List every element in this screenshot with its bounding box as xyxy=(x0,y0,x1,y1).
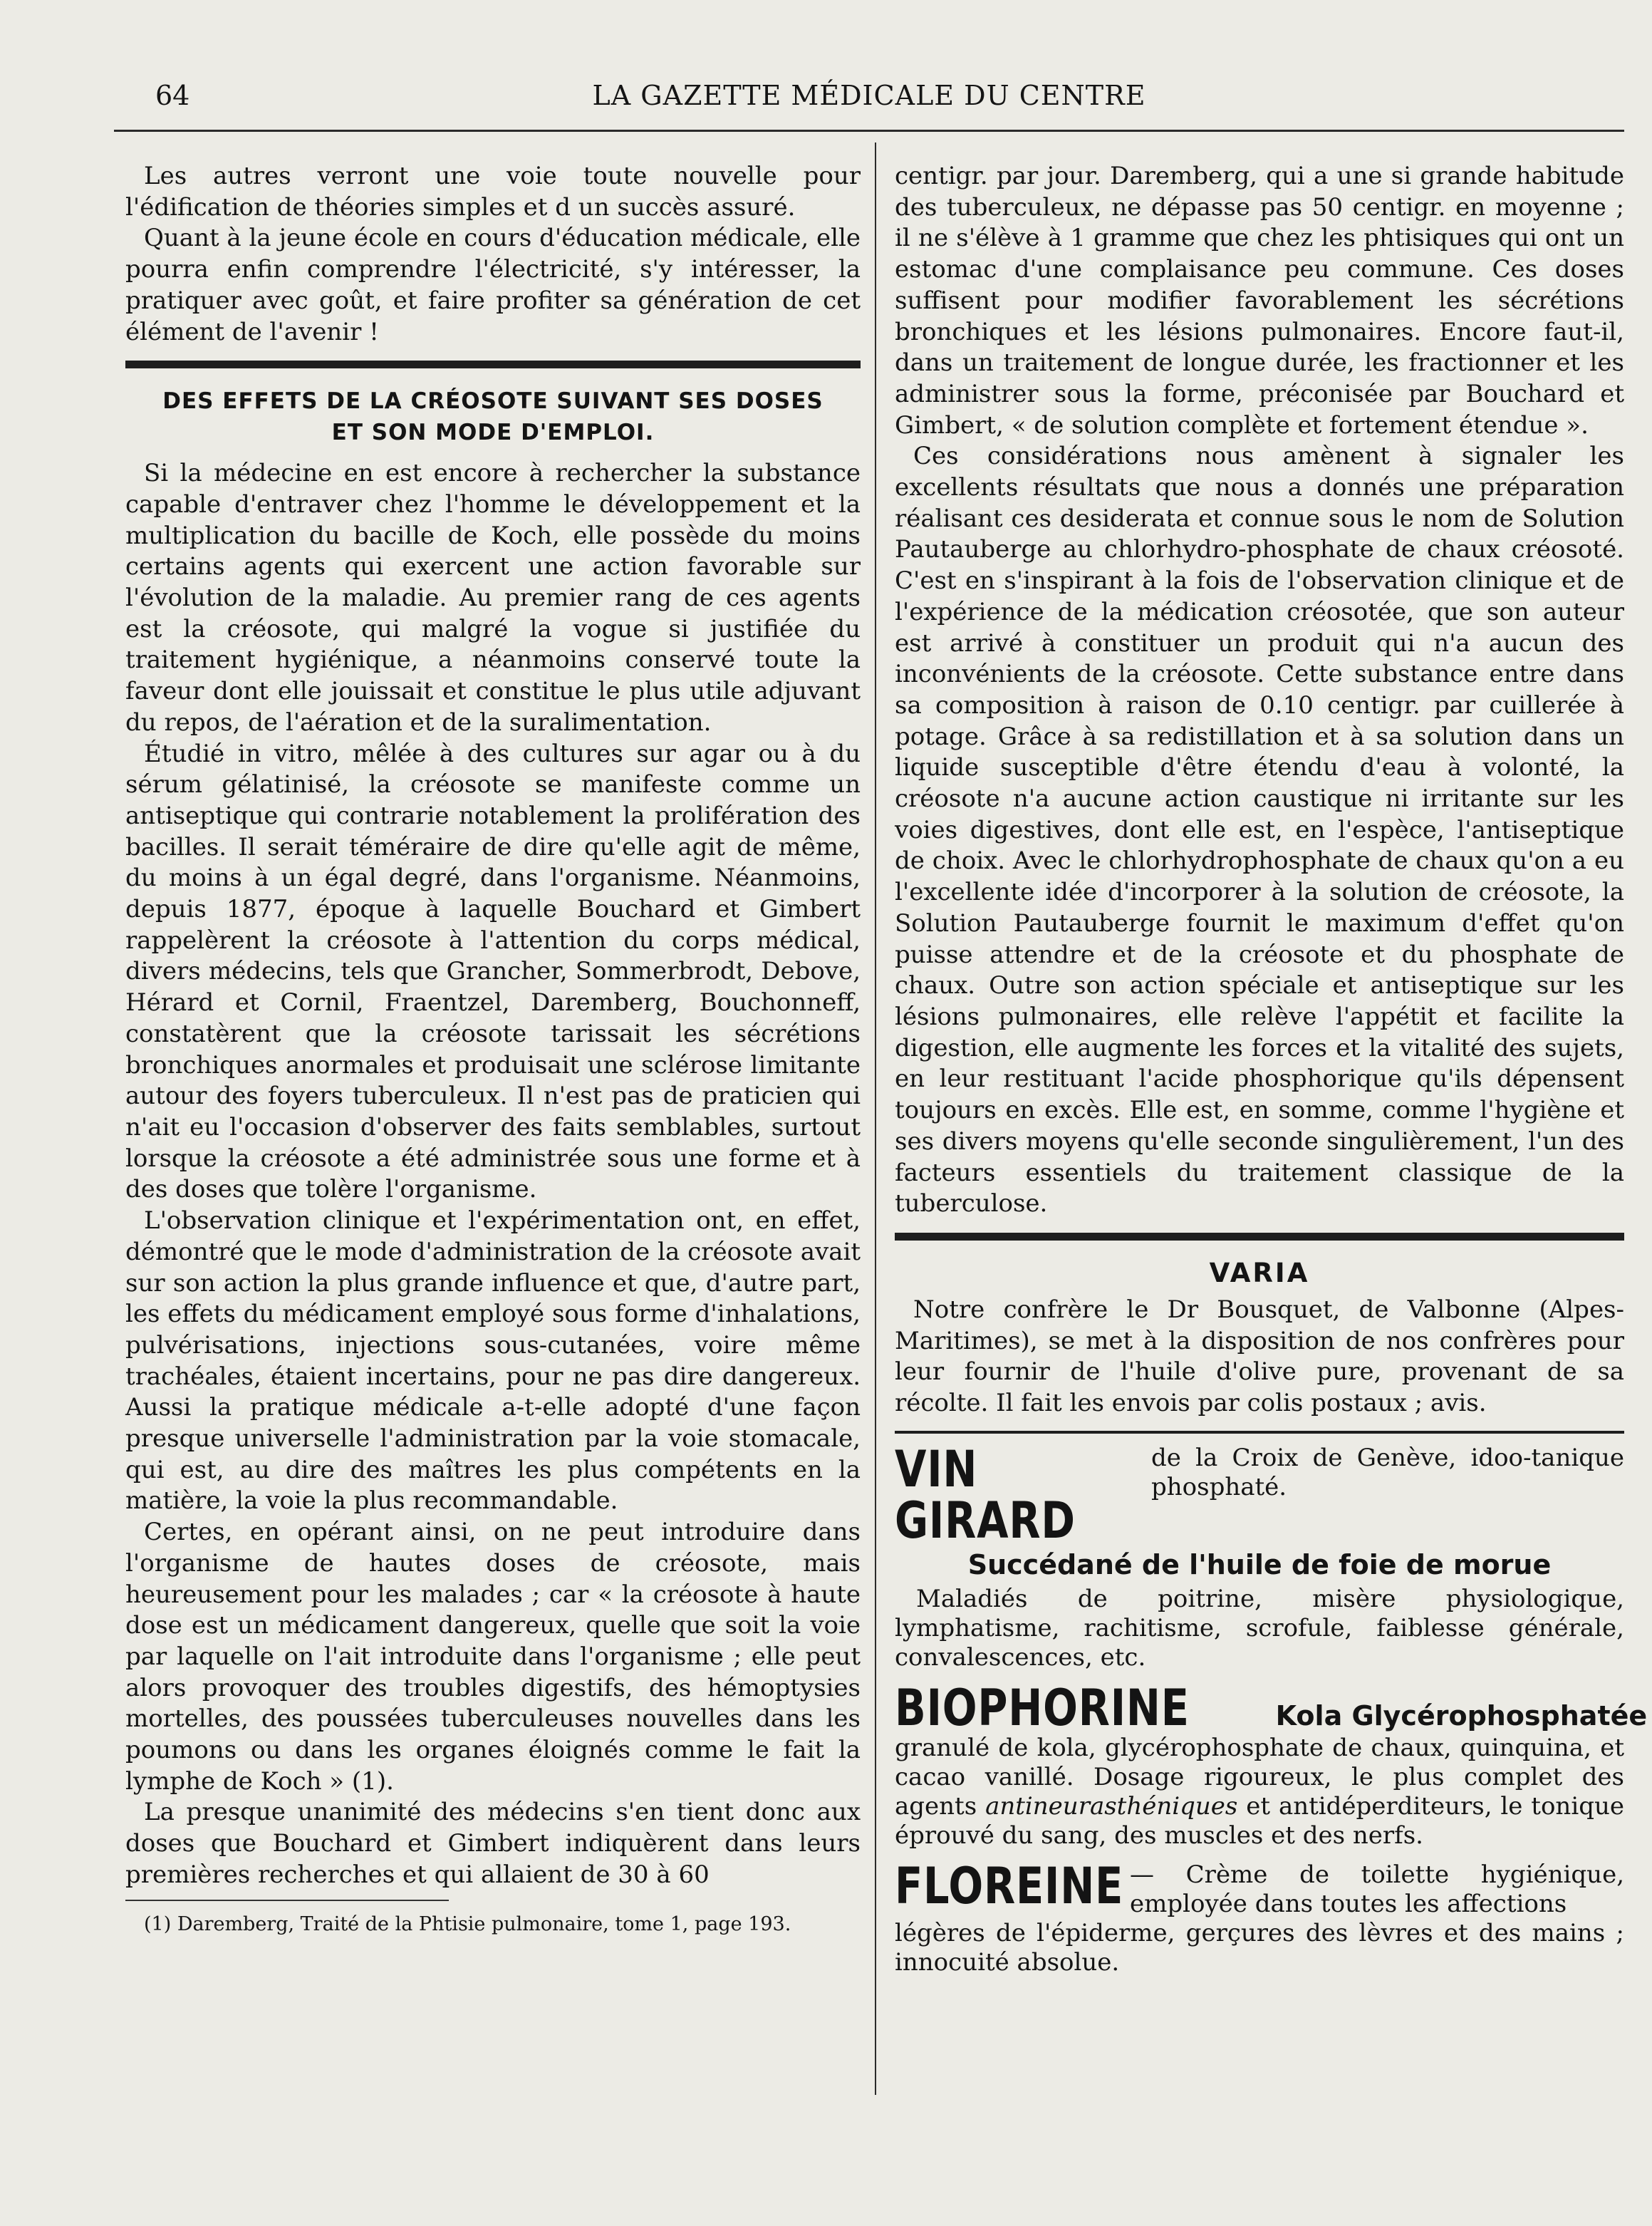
ad-brand: BIOPHORINE xyxy=(895,1678,1190,1737)
section-rule xyxy=(125,361,861,368)
varia-text: Notre confrère le Dr Bousquet, de Valbonne (Alpes-Maritimes), se met à la disposition de nos confrères pour leur fournir de l'huile d'olive pure, provenant de sa récolte. Il fait les envois par colis postaux ; avis. xyxy=(895,1295,1624,1418)
article-paragraph: Ces considérations nous amènent à signaler les excellents résultats que nous a donnés une préparation réalisant ces desiderata et connue sous le nom de Solution Pautauberge au chlorhydro-phosphate de chaux créosoté. C'est en s'inspirant à la fois de l'observation clinique et de l'expérience de la médication créosotée, que son auteur est arrivé à constituer un produit qui n'a aucun des inconvénients de la créosote. Cette substance entre dans sa composition à raison de 0.10 centigr. par cuillerée à potage. Grâce à sa redistillation et à sa solution dans un liquide susceptible d'être étendu d'eau à volonté, la créosote n'a aucune action caustique ni irritante sur les voies digestives, dont elle est, en l'espèce, l'antiseptique de choix. Avec le chlorhydrophosphate de chaux qu'on a eu l'excellente idée d'incorporer à la solution de créosote, la Solution Pautauberge fournit le maximum d'effet qu'on puisse attendre et de la créosote et du phosphate de chaux. Outre son action spéciale et antiseptique sur les lésions pulmonaires, elle relève l'appétit et facilite la digestion, elle augmente les forces et la vitalité des sujets, en leur restituant l'acide phosphorique qu'ils dépensent toujours en excès. Elle est, en somme, comme l'hygiène et ses divers moyens qu'elle seconde singulièrement, l'un des facteurs essentiels du traitement classique de la tuberculose. xyxy=(895,442,1624,1218)
footnote: (1) Daremberg, Traité de la Phtisie pulmonaire, tome 1, page 193. xyxy=(144,1912,791,1935)
running-header xyxy=(114,80,1624,123)
article-paragraph: Si la médecine en est encore à rechercher la substance capable d'entraver chez l'homme le développement et la multiplication du bacille de Koch, elle possède du moins certains agents qui exercent une action favorable sur l'évolution de la maladie. Au premier rang de ces agents est la créosote, qui malgré la vogue si justifiée du traitement hygiénique, a néanmoins conservé toute la faveur dont elle jouissait et constitue le plus utile adjuvant du repos, de l'aération et de la suralimentation. xyxy=(125,459,861,737)
article-paragraph: La presque unanimité des médecins s'en tient donc aux doses que Bouchard et Gimbert indiquèrent dans leurs premières recherches et qui allaient de 30 à 60 xyxy=(125,1798,861,1889)
ad-biophorine xyxy=(895,1678,1648,1850)
article-title: DES EFFETS DE LA CRÉOSOTE SUIVANT SES DOSES ET SON MODE D'EMPLOI. xyxy=(162,388,824,446)
ad-tagline: Kola Glycérophosphatée xyxy=(1275,1699,1648,1731)
article-paragraph: Certes, en opérant ainsi, on ne peut introduire dans l'organisme de hautes doses de créosote, mais heureusement pour les malades ; car « la créosote à haute dose est un médicament dangereux, quelle que soit la voie par laquelle on l'ait introduite dans l'organisme ; elle peut alors provoquer des troubles digestifs, des hémoptysies mortelles, des poussées tuberculeuses nouvelles dans les poumons ou dans les organes éloignés comme le fait la lymphe de Koch » (1). xyxy=(125,1518,861,1796)
article-paragraph: centigr. par jour. Daremberg, qui a une si grande habitude des tuberculeux, ne dépasse pas 50 centigr. en moyenne ; il ne s'élève à 1 gramme que chez les phtisiques qui ont un estomac d'une complaisance peu commune. Ces doses suffisent pour modifier favorablement les sécrétions bronchiques et les lésions pulmonaires. Encore faut-il, dans un traitement de longue durée, les fractionner et les administrer sous la forme, préconisée par Bouchard et Gimbert, « de solution complète et fortement étendue ». xyxy=(895,162,1624,440)
ad-subtitle: Succédané de l'huile de foie de morue xyxy=(967,1548,1552,1580)
ad-side-text: de la Croix de Genève, idoo-tanique phosphaté. xyxy=(1151,1443,1624,1501)
ad-body-text: granulé de kola, glycérophosphate de chaux, quinquina, et cacao vanillé. Dosage rigoureux, le plus complet des agents xyxy=(895,1733,1624,1821)
footnote-rule xyxy=(125,1900,449,1901)
intro-paragraph: Les autres verront une voie toute nouvelle pour l'édification de théories simples et d un succès assuré. xyxy=(125,162,861,222)
section-rule xyxy=(895,1233,1624,1241)
intro-paragraph: Quant à la jeune école en cours d'éducation médicale, elle pourra enfin comprendre l'électricité, s'y intéresser, la pratiquer avec goût, et faire profiter sa génération de cet élément de l'avenir ! xyxy=(125,224,861,346)
ad-body-emphasis: antineurasthéniques xyxy=(985,1791,1238,1821)
ad-body: légères de l'épiderme, gerçures des lèvres et des mains ; innocuité absolue. xyxy=(895,1918,1624,1977)
ad-body-text: et antidéperditeurs, le tonique éprouvé du sang, des muscles et des nerfs. xyxy=(895,1791,1624,1850)
varia-title: VARIA xyxy=(1209,1257,1310,1288)
article-paragraph: L'observation clinique et l'expérimentation ont, en effet, démontré que le mode d'administration de la créosote avait sur son action la plus grande influence et que, d'autre part, les effets du médicament employé sous forme d'inhalations, pulvérisations, injections sous-cutanées, voire même trachéales, étaient incertains, pour ne pas dire dangereux. Aussi la pratique médicale a-t-elle adopté d'une façon presque universelle l'administration par la voie stomacale, qui est, au dire des maîtres les plus compétents en la matière, la voie la plus recommandable. xyxy=(125,1206,861,1516)
column-divider xyxy=(875,143,876,2095)
ad-brand: VIN GIRARD xyxy=(895,1439,1076,1550)
ad-vin-girard xyxy=(895,1439,1624,1672)
article-paragraph: Étudié in vitro, mêlée à des cultures sur agar ou à du sérum gélatinisé, la créosote se manifeste comme un antiseptique qui contrarie notablement la prolifération des bacilles. Il serait téméraire de dire qu'elle agit de même, du moins à un égal degré, dans l'organisme. Néanmoins, depuis 1877, époque à laquelle Bouchard et Gimbert rappelèrent la créosote à l'attention du corps médical, divers médecins, tels que Grancher, Sommerbrodt, Debove, Hérard et Cornil, Fraentzel, Daremberg, Bouchonneff, constatèrent que la créosote tarissait les sécrétions bronchiques anormales et produisait une sclérose limitante autour des foyers tuberculeux. Il n'est pas de praticien qui n'ait eu l'occasion d'observer des faits semblables, surtout lorsque la créosote a été administrée sous une forme et à des doses que tolère l'organisme. xyxy=(125,739,861,1204)
header-rule xyxy=(114,130,1624,132)
ad-body: Maladiés de poitrine, misère physiologique, lymphatisme, rachitisme, scrofule, faiblesse générale, convalescences, etc. xyxy=(895,1584,1624,1672)
ad-brand: FLOREINE xyxy=(895,1856,1124,1915)
ad-floreine xyxy=(895,1856,1624,1977)
page-number: 64 xyxy=(155,80,190,111)
ads-rule xyxy=(895,1431,1624,1434)
left-column xyxy=(125,161,861,1938)
right-column xyxy=(895,161,1648,1977)
ad-side-text: — Crème de toilette hygiénique, employée dans toutes les affections xyxy=(1130,1860,1624,1918)
journal-title: LA GAZETTE MÉDICALE DU CENTRE xyxy=(592,80,1146,111)
ad-body xyxy=(895,1734,1624,1850)
